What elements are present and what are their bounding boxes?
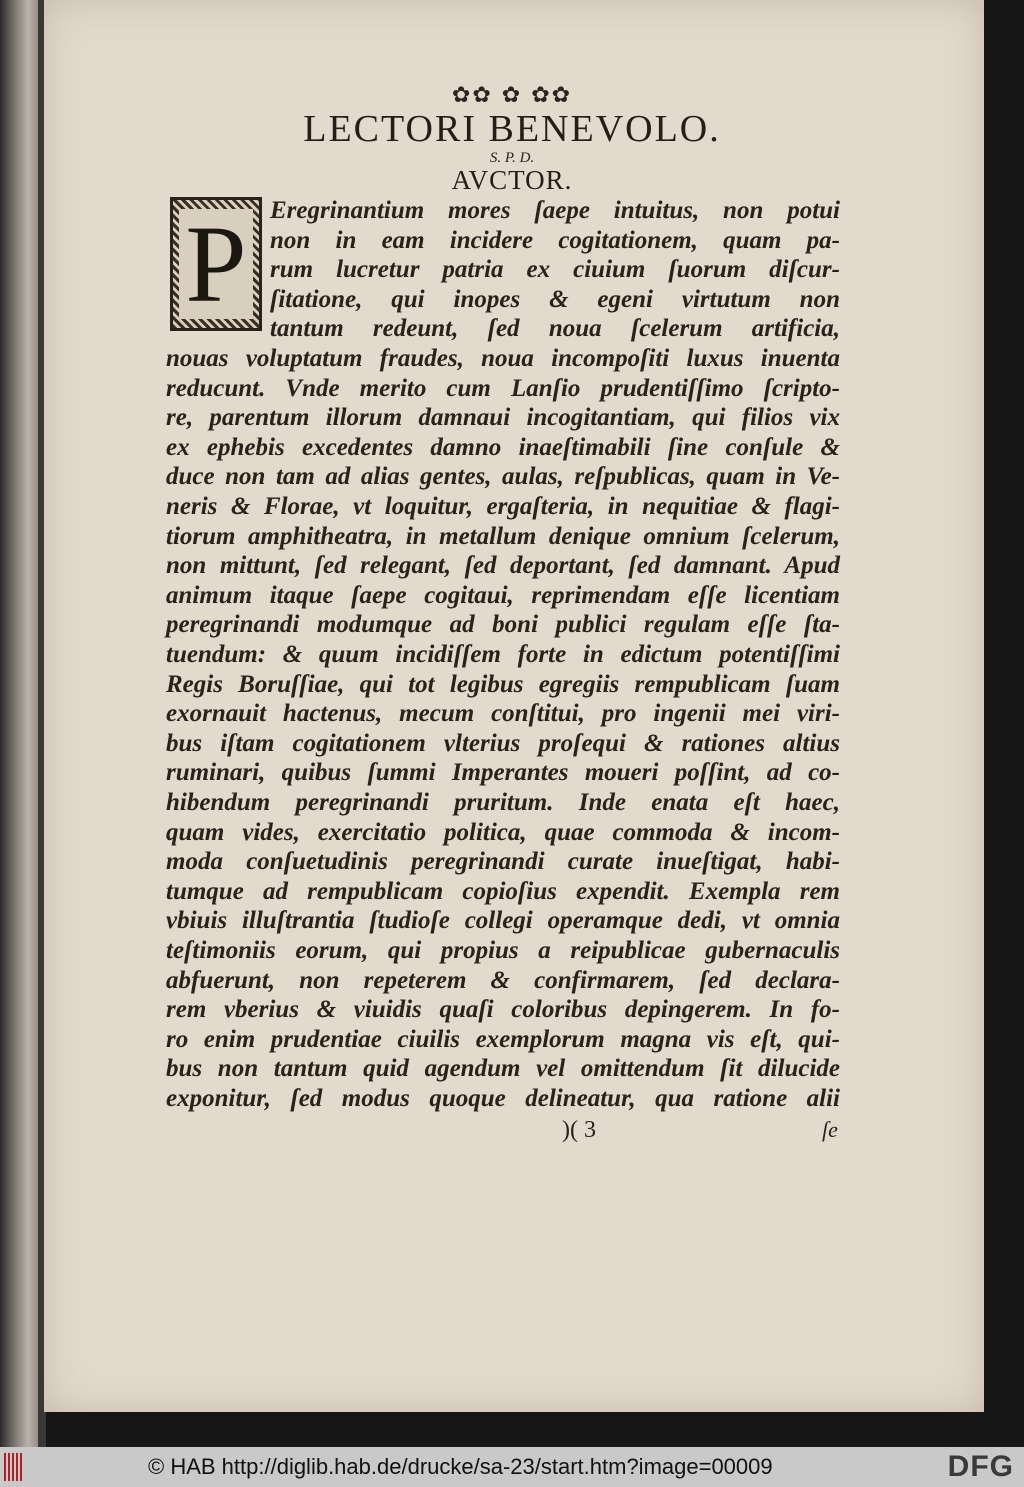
text-line: rum lucretur patria ex ciuium ſuorum diſcur- xyxy=(270,256,840,284)
page-title: LECTORI BENEVOLO. xyxy=(303,108,721,150)
salutation: S. P. D. xyxy=(489,150,535,166)
text-line: abfuerunt, non repeterem & confirmarem, ſed declara- xyxy=(166,966,840,994)
text-line: tuendum: & quum incidiſſem forte in edictum potentiſſimi xyxy=(166,641,840,668)
text-line: re, parentum illorum damnaui incogitantiam, qui filios vix xyxy=(166,404,840,432)
text-line: bus iſtam cogitationem vlterius proſequi & rationes altius xyxy=(166,729,840,757)
text-line: reducunt. Vnde merito cum Lanſio prudentiſſimo ſcripto- xyxy=(166,374,840,402)
source-url[interactable]: © HAB http://diglib.hab.de/drucke/sa-23/start.htm?image=00009 xyxy=(148,1454,773,1479)
decorated-initial xyxy=(170,197,262,331)
text-line: nouas voluptatum fraudes, noua incompoſiti luxus inuenta xyxy=(166,345,840,372)
text-line: vbiuis illuſtrantia ſtudioſe collegi operamque dedi, vt omnia xyxy=(166,907,840,935)
text-line: ro enim prudentiae ciuilis exemplorum magna vis eſt, qui- xyxy=(166,1025,840,1053)
text-line: hibendum peregrinandi pruritum. Inde enata eſt haec, xyxy=(166,789,840,816)
printer-ornament: ✿✿ ✿ ✿✿ xyxy=(451,84,573,108)
text-line: exornauit hactenus, mecum conſtitui, pro ingenii mei viri- xyxy=(166,700,840,728)
footer-bar xyxy=(0,1447,1024,1487)
text-line: teſtimoniis eorum, qui propius a reipublicae gubernaculis xyxy=(166,937,840,964)
text-line: bus non tantum quid agendum vel omittendum ſit dilucide xyxy=(166,1055,840,1083)
drop-cap-letter: P xyxy=(179,209,252,319)
dfg-logo: DFG xyxy=(947,1450,1014,1483)
catchword: ſe xyxy=(822,1117,838,1142)
text-line: tiorum amphitheatra, in metallum denique omnium ſcelerum, xyxy=(166,522,840,550)
text-line: quam vides, exercitatio politica, quae commoda & incom- xyxy=(166,818,840,846)
text-line: neris & Florae, vt loquitur, ergaſteria, in nequitiae & flagi- xyxy=(166,493,840,520)
text-line: ex ephebis excedentes damno inaeſtimabili ſine conſule & xyxy=(166,433,840,461)
text-line: ſitatione, qui inopes & egeni virtutum non xyxy=(270,285,840,313)
text-line: non mittunt, ſed relegant, ſed deportant, ſed damnant. Apud xyxy=(166,552,840,580)
hab-logo-icon xyxy=(4,1453,24,1481)
text-line: rem vberius & viuidis quaſi coloribus depingerem. In fo- xyxy=(166,996,840,1024)
text-line: non in eam incidere cogitationem, quam pa- xyxy=(270,226,840,254)
text-line: moda conſuetudinis peregrinandi curate inueſtigat, habi- xyxy=(166,848,840,876)
previous-page-edge xyxy=(0,0,40,1447)
text-line: tantum redeunt, ſed noua ſcelerum artificia, xyxy=(270,315,840,343)
text-line: peregrinandi modumque ad boni publici regulam eſſe ſta- xyxy=(166,611,840,639)
text-line: animum itaque ſaepe cogitaui, reprimendam eſſe licentiam xyxy=(166,581,840,609)
signature-mark: )( 3 xyxy=(562,1117,596,1143)
text-line: Eregrinantium mores ſaepe intuitus, non potui xyxy=(270,197,840,224)
text-line: Regis Boruſſiae, qui tot legibus egregiis rempublicam ſuam xyxy=(166,670,840,698)
text-line: exponitur, ſed modus quoque delineatur, qua ratione alii xyxy=(166,1085,840,1112)
author-heading: AVCTOR. xyxy=(451,165,573,195)
text-line: duce non tam ad alias gentes, aulas, reſpublicas, quam in Ve- xyxy=(166,463,840,491)
text-line: tumque ad rempublicam copioſius expendit. Exempla rem xyxy=(166,877,840,905)
text-line: ruminari, quibus ſummi Imperantes moueri poſſint, ad co- xyxy=(166,759,840,787)
